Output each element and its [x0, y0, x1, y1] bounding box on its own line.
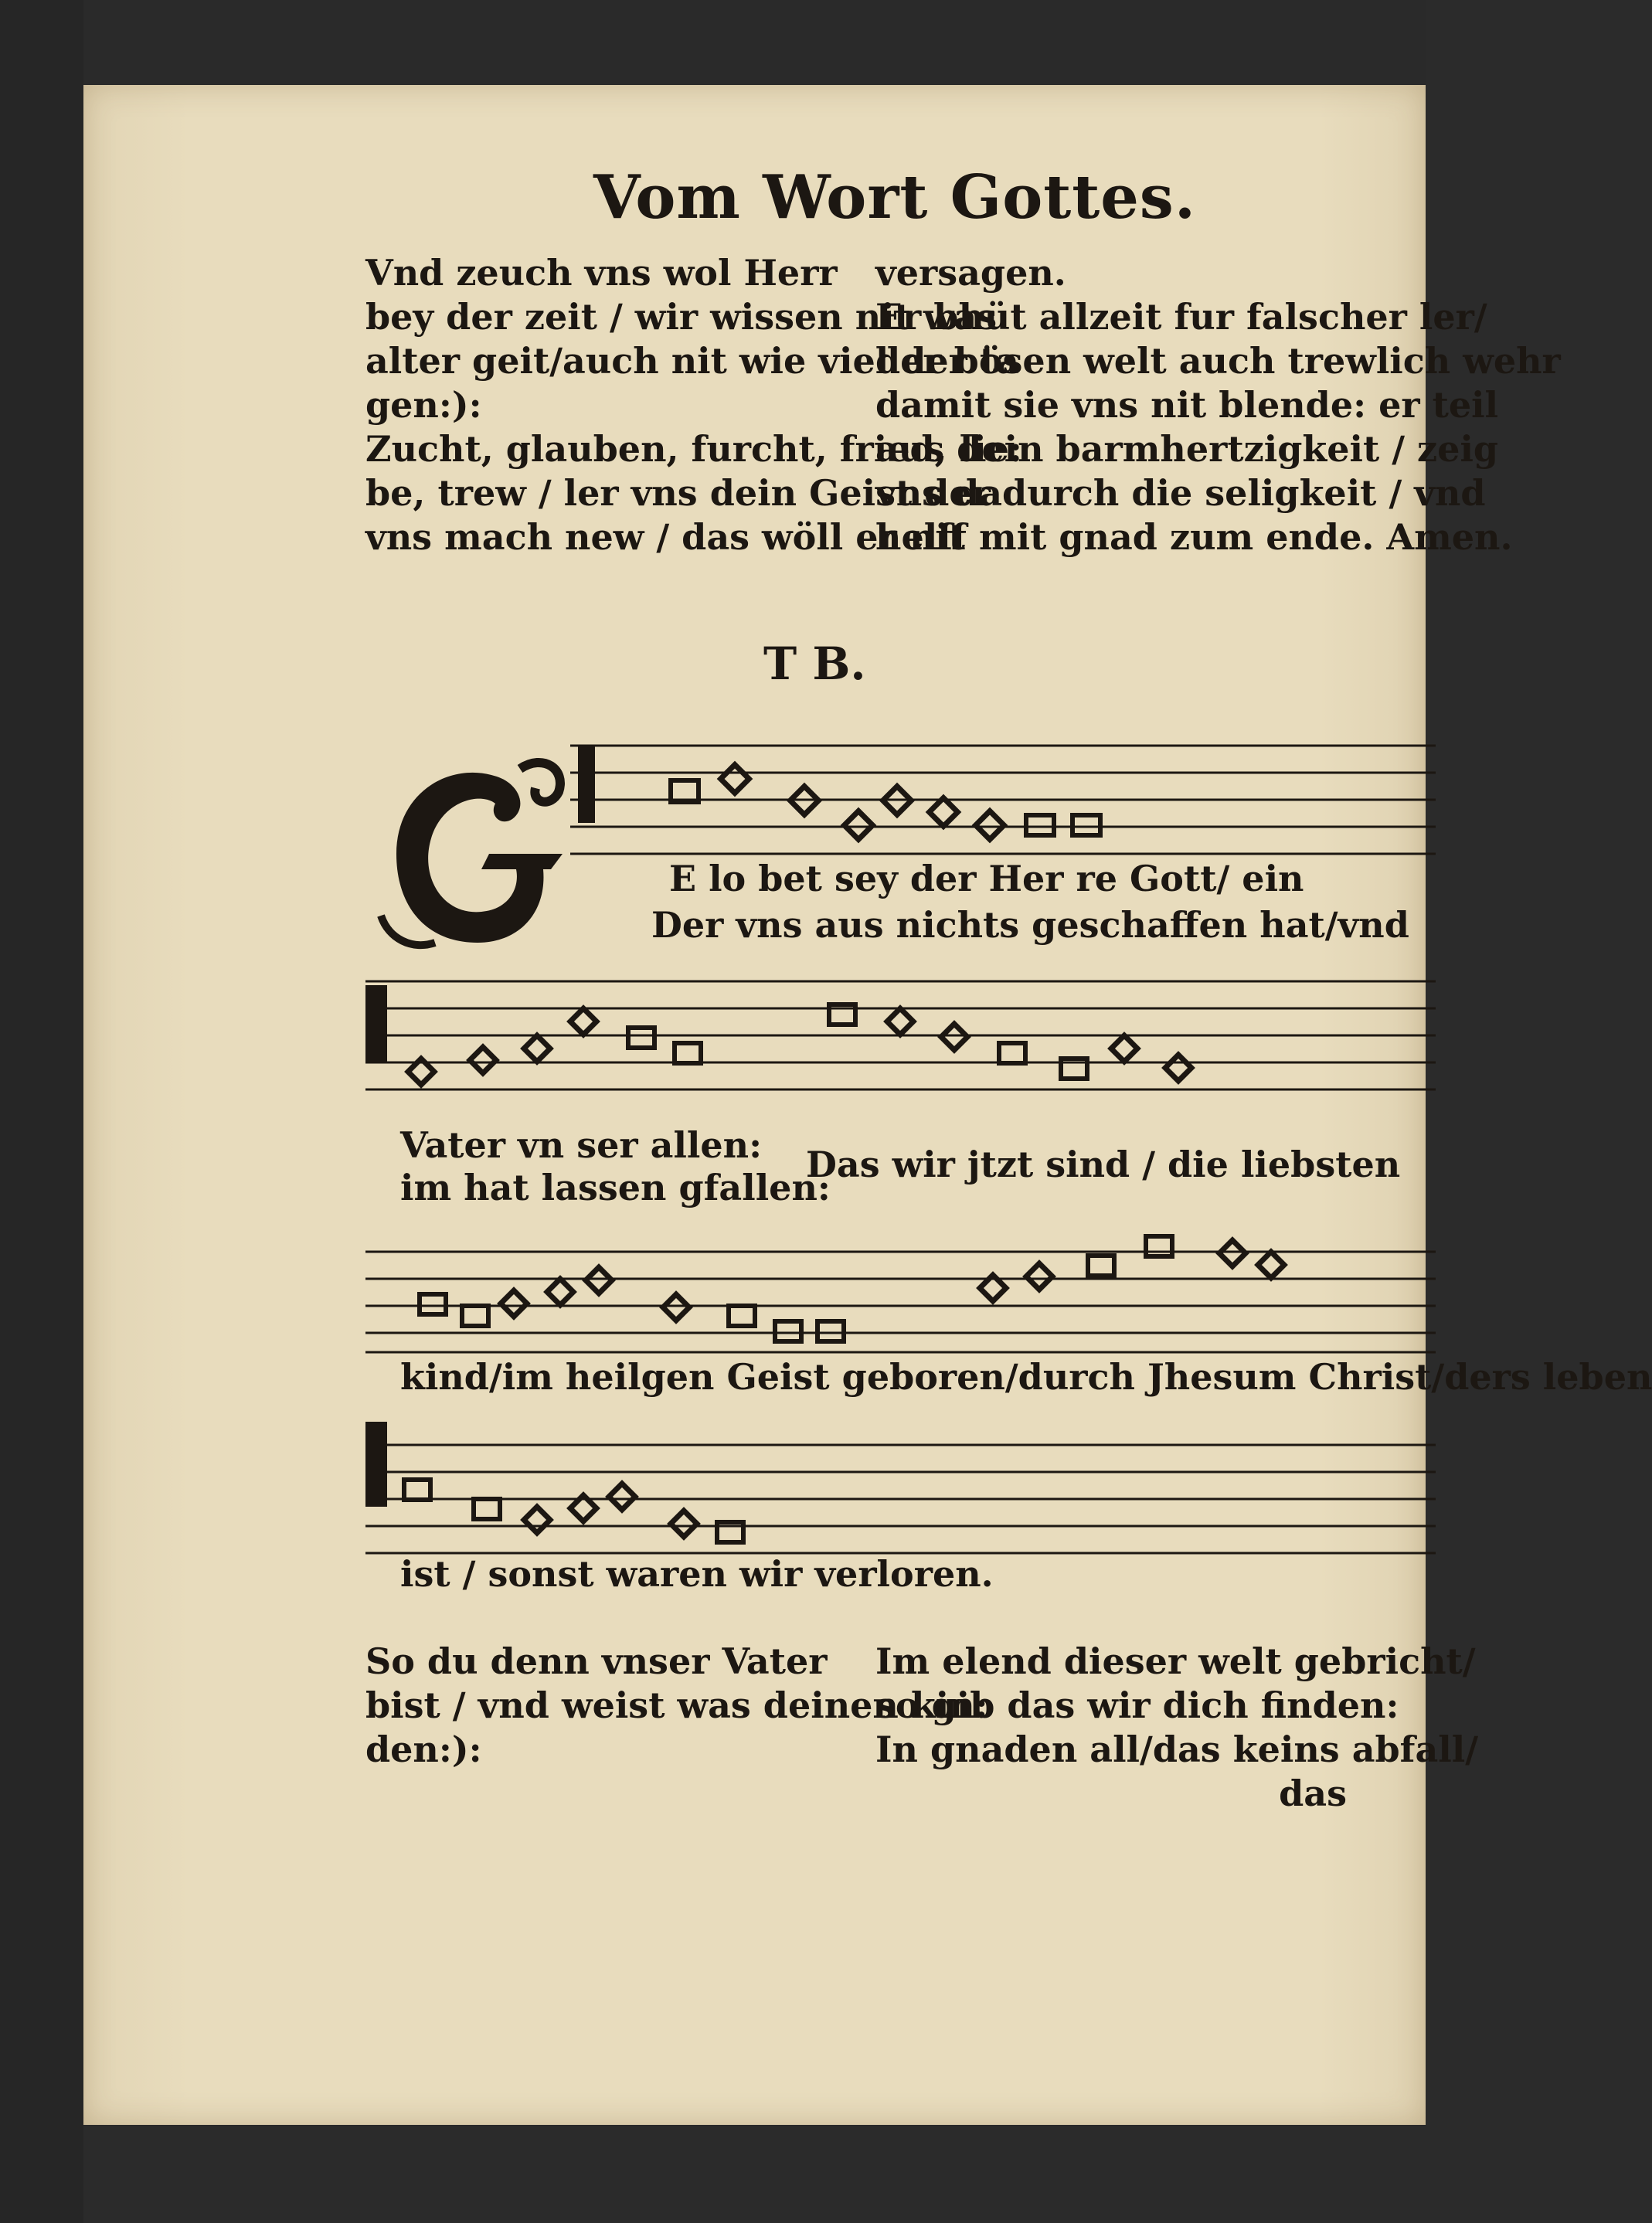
- decorated-initial-icon: [365, 746, 582, 962]
- voice-label: T B.: [763, 637, 866, 690]
- text-line: Er bhüt allzeit fur falscher ler/: [875, 296, 1487, 338]
- text-line: vns dadurch die seligkeit / vnd: [875, 472, 1486, 514]
- page-title: Vom Wort Gottes.: [593, 162, 1197, 233]
- text-line: helff mit gnad zum ende. Amen.: [875, 516, 1513, 558]
- text-line: bist / vnd weist was deinen kin:: [365, 1684, 988, 1726]
- text-line: Zucht, glauben, furcht, fried, lie:: [365, 428, 1022, 470]
- text-line: So du denn vnser Vater: [365, 1640, 828, 1682]
- bottom-left-column: [365, 1640, 988, 1772]
- text-line: versagen.: [875, 252, 1066, 294]
- top-right-column: [875, 251, 1561, 559]
- text-line: bey der zeit / wir wissen nit was: [365, 296, 998, 338]
- scan-border-top: [0, 0, 1426, 85]
- music-staff-1: [570, 738, 1436, 854]
- lyric-line: kind/im heilgen Geist geboren/durch Jhesum Christ/ders leben: [400, 1356, 1652, 1398]
- text-line: Vnd zeuch vns wol Herr: [365, 252, 838, 294]
- scan-border-left: [0, 0, 83, 2223]
- text-line: Im elend dieser welt gebricht/: [875, 1640, 1476, 1682]
- music-staff-3: [365, 1221, 1436, 1352]
- text-line: vns mach new / das wöll er nit: [365, 516, 965, 558]
- text-line: den:):: [365, 1728, 482, 1770]
- lyric-line: ist / sonst waren wir verloren.: [400, 1553, 994, 1595]
- lyric-line: Das wir jtzt sind / die liebsten: [806, 1144, 1401, 1185]
- lyric-line: E lo bet sey der Her re Gott/ ein: [669, 858, 1304, 899]
- text-line: In gnaden all/das keins abfall/: [875, 1728, 1479, 1770]
- text-line: der bösen welt auch trewlich wehr: [875, 340, 1561, 382]
- text-line: be, trew / ler vns dein Geist der: [365, 472, 991, 514]
- text-line: das: [1279, 1773, 1347, 1814]
- text-line: gen:):: [365, 384, 482, 426]
- text-line: alter geit/auch nit wie viel der ta: [365, 340, 1019, 382]
- music-staff-4: [365, 1414, 1436, 1545]
- text-line: damit sie vns nit blende: er teil: [875, 384, 1499, 426]
- music-staff-2: [365, 974, 1436, 1089]
- lyric-line: im hat lassen gfallen:: [400, 1167, 831, 1208]
- lyric-line: Vater vn ser allen:: [400, 1124, 763, 1166]
- bottom-right-column: [875, 1640, 1479, 1816]
- text-line: aus dein barmhertzigkeit / zeig: [875, 428, 1499, 470]
- lyric-line: Der vns aus nichts geschaffen hat/vnd: [651, 904, 1409, 946]
- text-line: so gib das wir dich finden:: [875, 1684, 1399, 1726]
- book-page: [83, 85, 1652, 2125]
